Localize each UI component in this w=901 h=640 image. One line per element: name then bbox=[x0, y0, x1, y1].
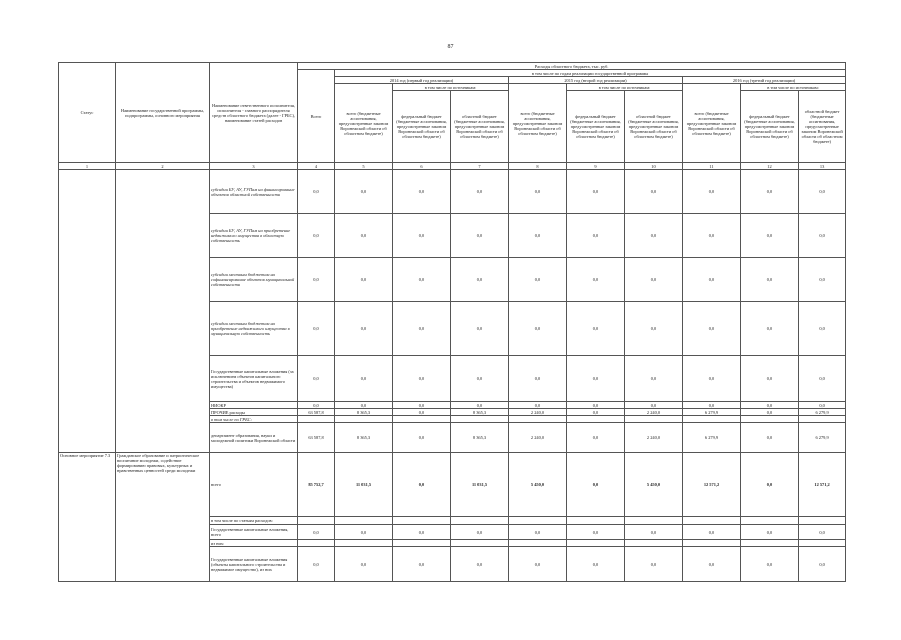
header-col-regional: областной бюджет (бюджетные ассигнования, предусмотренные законом Воронежской области об областном бюджете) bbox=[625, 91, 683, 163]
value-cell: 0,0 bbox=[509, 170, 567, 214]
header-year-2016: 2016 год (третий год реализации) bbox=[683, 77, 846, 84]
value-cell bbox=[683, 416, 741, 423]
value-cell: 2 240,0 bbox=[509, 409, 567, 416]
value-cell: 0,0 bbox=[393, 402, 451, 409]
header-col-regional: областной бюджет (бюджетные ассигнования, предусмотренные законом Воронежской области об областном бюджете) bbox=[799, 91, 846, 163]
value-cell: 0,0 bbox=[683, 356, 741, 402]
value-cell: 2 240,0 bbox=[625, 409, 683, 416]
value-cell: 0,0 bbox=[335, 547, 393, 582]
column-number: 12 bbox=[741, 163, 799, 170]
row-label: НИОКР bbox=[210, 402, 298, 409]
value-cell: 8 365,3 bbox=[335, 423, 393, 453]
value-cell: 6 279,9 bbox=[683, 423, 741, 453]
value-cell: 0,0 bbox=[683, 547, 741, 582]
value-cell: 0,0 bbox=[298, 214, 335, 258]
value-cell: 0,0 bbox=[298, 402, 335, 409]
column-number: 4 bbox=[298, 163, 335, 170]
value-cell: 11 031,5 bbox=[335, 453, 393, 517]
row-label: Государственные капитальные вложения, всего bbox=[210, 525, 298, 540]
value-cell: 0,0 bbox=[451, 214, 509, 258]
value-cell: 0,0 bbox=[393, 214, 451, 258]
value-cell bbox=[741, 416, 799, 423]
value-cell: 0,0 bbox=[393, 525, 451, 540]
header-expenses-title: Расходы областного бюджета, тыс. руб. bbox=[298, 63, 846, 70]
value-cell: 0,0 bbox=[799, 547, 846, 582]
value-cell bbox=[298, 416, 335, 423]
value-cell: 0,0 bbox=[799, 258, 846, 302]
value-cell: 0,0 bbox=[741, 214, 799, 258]
value-cell: 0,0 bbox=[393, 453, 451, 517]
value-cell: 0,0 bbox=[741, 525, 799, 540]
value-cell: 0,0 bbox=[393, 547, 451, 582]
value-cell: 0,0 bbox=[393, 302, 451, 356]
column-number: 7 bbox=[451, 163, 509, 170]
header-year-2014: 2014 год (первый год реализации) bbox=[335, 77, 509, 84]
value-cell bbox=[298, 540, 335, 547]
value-cell bbox=[335, 540, 393, 547]
value-cell: 0,0 bbox=[567, 402, 625, 409]
row-label: из них: bbox=[210, 540, 298, 547]
value-cell: 0,0 bbox=[567, 214, 625, 258]
value-cell: 0,0 bbox=[741, 423, 799, 453]
table-body bbox=[59, 170, 846, 582]
value-cell: 0,0 bbox=[683, 402, 741, 409]
value-cell: 8 365,3 bbox=[451, 423, 509, 453]
value-cell: 0,0 bbox=[683, 214, 741, 258]
row-label: субсидии БУ, АУ, ГУПам на финансирование объектов областной собственности bbox=[210, 170, 298, 214]
value-cell: 0,0 bbox=[625, 356, 683, 402]
value-cell: 0,0 bbox=[509, 547, 567, 582]
value-cell: 0,0 bbox=[509, 356, 567, 402]
value-cell bbox=[393, 517, 451, 525]
value-cell: 0,0 bbox=[625, 170, 683, 214]
value-cell: 6 279,9 bbox=[799, 423, 846, 453]
value-cell: 0,0 bbox=[799, 402, 846, 409]
value-cell: 0,0 bbox=[625, 258, 683, 302]
value-cell: 0,0 bbox=[451, 170, 509, 214]
value-cell: 0,0 bbox=[625, 402, 683, 409]
value-cell: 0,0 bbox=[625, 302, 683, 356]
value-cell: 0,0 bbox=[393, 356, 451, 402]
value-cell: 0,0 bbox=[335, 170, 393, 214]
value-cell: 12 571,2 bbox=[683, 453, 741, 517]
value-cell: 0,0 bbox=[451, 258, 509, 302]
column-number: 8 bbox=[509, 163, 567, 170]
value-cell bbox=[335, 416, 393, 423]
value-cell bbox=[393, 416, 451, 423]
header-executor: Наименование ответственного исполнителя, исполнителя - главного распорядителя средств областного бюджета (далее - ГРБС), наименование статей расходов bbox=[210, 63, 298, 163]
budget-table bbox=[58, 62, 846, 582]
value-cell bbox=[451, 416, 509, 423]
value-cell: 0,0 bbox=[509, 258, 567, 302]
value-cell: 0,0 bbox=[335, 525, 393, 540]
value-cell bbox=[683, 517, 741, 525]
value-cell bbox=[567, 416, 625, 423]
value-cell: 0,0 bbox=[799, 356, 846, 402]
value-cell: 11 031,5 bbox=[451, 453, 509, 517]
row-label: Государственные капитальные вложения (за исключением объектов капитального строительства и объектов недвижимого имущества) bbox=[210, 356, 298, 402]
value-cell: 0,0 bbox=[741, 409, 799, 416]
value-cell: 0,0 bbox=[625, 547, 683, 582]
value-cell bbox=[567, 540, 625, 547]
header-by-sources: в том числе по источникам: bbox=[741, 84, 846, 91]
value-cell: 0,0 bbox=[567, 423, 625, 453]
header-col-federal: федеральный бюджет (бюджетные ассигнования, предусмотренные законом Воронежской области об областном бюджете) bbox=[741, 91, 799, 163]
value-cell: 0,0 bbox=[451, 547, 509, 582]
row-label: в том числе по статьям расходов: bbox=[210, 517, 298, 525]
value-cell: 0,0 bbox=[741, 547, 799, 582]
value-cell: 6 279,9 bbox=[799, 409, 846, 416]
row-label: в том числе по ГРБС: bbox=[210, 416, 298, 423]
value-cell: 5 450,0 bbox=[625, 453, 683, 517]
row-label: ПРОЧИЕ расходы bbox=[210, 409, 298, 416]
value-cell: 0,0 bbox=[567, 409, 625, 416]
page-number: 87 bbox=[447, 44, 454, 50]
row-label: всего bbox=[210, 453, 298, 517]
activity-name: Гражданское образование и патриотическое воспитание молодежи, содействие формированию правовых, культурных и нравственных ценностей среди молодежи bbox=[116, 453, 210, 582]
value-cell: 0,0 bbox=[741, 258, 799, 302]
value-cell: 0,0 bbox=[567, 170, 625, 214]
value-cell bbox=[799, 540, 846, 547]
value-cell: 0,0 bbox=[799, 170, 846, 214]
column-number: 13 bbox=[799, 163, 846, 170]
table-row bbox=[59, 170, 846, 214]
header-status: Статус bbox=[59, 63, 116, 163]
value-cell: 0,0 bbox=[298, 356, 335, 402]
value-cell: 0,0 bbox=[625, 525, 683, 540]
value-cell: 0,0 bbox=[298, 525, 335, 540]
value-cell: 0,0 bbox=[683, 525, 741, 540]
value-cell: 6 279,9 bbox=[683, 409, 741, 416]
value-cell: 0,0 bbox=[393, 409, 451, 416]
value-cell: 0,0 bbox=[451, 402, 509, 409]
header-by-years: в том числе по годам реализации государственной программы bbox=[335, 70, 846, 77]
value-cell: 0,0 bbox=[741, 302, 799, 356]
table-row bbox=[59, 453, 846, 517]
value-cell bbox=[509, 540, 567, 547]
value-cell: 0,0 bbox=[741, 356, 799, 402]
value-cell: 0,0 bbox=[683, 258, 741, 302]
header-col-federal: федеральный бюджет (бюджетные ассигнования, предусмотренные законом Воронежской области об областном бюджете) bbox=[567, 91, 625, 163]
value-cell: 0,0 bbox=[393, 423, 451, 453]
header-col-federal: федеральный бюджет (бюджетные ассигнования, предусмотренные законом Воронежской области об областном бюджете) bbox=[393, 91, 451, 163]
value-cell: 0,0 bbox=[799, 214, 846, 258]
value-cell: 12 571,2 bbox=[799, 453, 846, 517]
header-col-all: всего (бюджетные ассигнования, предусмотренные законом Воронежской области об областном бюджете) bbox=[683, 84, 741, 163]
value-cell: 63 587,8 bbox=[298, 423, 335, 453]
header-total: Всего bbox=[298, 70, 335, 163]
value-cell bbox=[509, 517, 567, 525]
value-cell: 0,0 bbox=[509, 402, 567, 409]
value-cell bbox=[741, 540, 799, 547]
value-cell: 0,0 bbox=[683, 170, 741, 214]
value-cell: 8 365,3 bbox=[451, 409, 509, 416]
header-by-sources: в том числе по источникам: bbox=[567, 84, 683, 91]
value-cell bbox=[335, 517, 393, 525]
activity-status: Основное мероприятие 7.3 bbox=[59, 453, 116, 582]
value-cell: 0,0 bbox=[298, 302, 335, 356]
row-label: субсидии местным бюджетам на софинансирование объектов муниципальной собственности bbox=[210, 258, 298, 302]
value-cell bbox=[451, 540, 509, 547]
value-cell bbox=[683, 540, 741, 547]
program-name-cell bbox=[116, 170, 210, 453]
value-cell: 0,0 bbox=[298, 547, 335, 582]
column-number: 3 bbox=[210, 163, 298, 170]
value-cell: 0,0 bbox=[741, 402, 799, 409]
value-cell: 2 240,0 bbox=[625, 423, 683, 453]
value-cell: 0,0 bbox=[567, 258, 625, 302]
column-number-row bbox=[59, 163, 846, 170]
header-year-2015: 2015 год (второй год реализации) bbox=[509, 77, 683, 84]
value-cell: 0,0 bbox=[567, 302, 625, 356]
value-cell: 0,0 bbox=[509, 214, 567, 258]
value-cell: 8 365,3 bbox=[335, 409, 393, 416]
value-cell: 0,0 bbox=[741, 170, 799, 214]
header-by-sources: в том числе по источникам: bbox=[393, 84, 509, 91]
value-cell: 0,0 bbox=[799, 302, 846, 356]
value-cell: 0,0 bbox=[567, 525, 625, 540]
value-cell bbox=[509, 416, 567, 423]
value-cell bbox=[393, 540, 451, 547]
value-cell bbox=[799, 517, 846, 525]
status-cell bbox=[59, 170, 116, 453]
value-cell: 0,0 bbox=[567, 453, 625, 517]
value-cell: 0,0 bbox=[683, 302, 741, 356]
value-cell bbox=[625, 416, 683, 423]
column-number: 10 bbox=[625, 163, 683, 170]
column-number: 6 bbox=[393, 163, 451, 170]
value-cell bbox=[625, 517, 683, 525]
value-cell: 0,0 bbox=[393, 170, 451, 214]
value-cell: 0,0 bbox=[393, 258, 451, 302]
value-cell: 0,0 bbox=[298, 258, 335, 302]
header-program-name: Наименование государственной программы, подпрограммы, основного мероприятия bbox=[116, 63, 210, 163]
header-col-regional: областной бюджет (бюджетные ассигнования, предусмотренные законом Воронежской области об областном бюджете) bbox=[451, 91, 509, 163]
value-cell: 0,0 bbox=[567, 547, 625, 582]
value-cell: 5 450,0 bbox=[509, 453, 567, 517]
value-cell bbox=[799, 416, 846, 423]
row-label: субсидии местным бюджетам на приобретение недвижимого имущества в муниципальную собственность bbox=[210, 302, 298, 356]
value-cell: 0,0 bbox=[509, 302, 567, 356]
value-cell bbox=[298, 517, 335, 525]
row-label: департамент образования, науки и молодежной политики Воронежской области bbox=[210, 423, 298, 453]
value-cell: 0,0 bbox=[509, 525, 567, 540]
value-cell bbox=[741, 517, 799, 525]
value-cell: 0,0 bbox=[298, 170, 335, 214]
value-cell: 0,0 bbox=[741, 453, 799, 517]
value-cell: 0,0 bbox=[625, 214, 683, 258]
value-cell: 0,0 bbox=[567, 356, 625, 402]
row-label: субсидии БУ, АУ, ГУПам на приобретение недвижимого имущества в областную собственность bbox=[210, 214, 298, 258]
value-cell bbox=[625, 540, 683, 547]
value-cell: 85 752,7 bbox=[298, 453, 335, 517]
column-number: 1 bbox=[59, 163, 116, 170]
column-number: 5 bbox=[335, 163, 393, 170]
value-cell: 0,0 bbox=[335, 356, 393, 402]
column-number: 9 bbox=[567, 163, 625, 170]
value-cell: 0,0 bbox=[451, 525, 509, 540]
row-label: Государственные капитальные вложения (объекты капитального строительства и недвижимое имущество), из них bbox=[210, 547, 298, 582]
value-cell: 2 240,0 bbox=[509, 423, 567, 453]
value-cell: 0,0 bbox=[451, 356, 509, 402]
value-cell bbox=[451, 517, 509, 525]
header-col-all: всего (бюджетные ассигнования, предусмотренные законом Воронежской области об областном бюджете) bbox=[509, 84, 567, 163]
value-cell: 0,0 bbox=[451, 302, 509, 356]
column-number: 11 bbox=[683, 163, 741, 170]
column-number: 2 bbox=[116, 163, 210, 170]
header-col-all: всего (бюджетные ассигнования, предусмотренные законом Воронежской области об областном бюджете) bbox=[335, 84, 393, 163]
value-cell: 0,0 bbox=[335, 214, 393, 258]
value-cell: 0,0 bbox=[335, 402, 393, 409]
value-cell: 0,0 bbox=[335, 258, 393, 302]
value-cell: 0,0 bbox=[799, 525, 846, 540]
value-cell bbox=[567, 517, 625, 525]
value-cell: 63 587,8 bbox=[298, 409, 335, 416]
value-cell: 0,0 bbox=[335, 302, 393, 356]
